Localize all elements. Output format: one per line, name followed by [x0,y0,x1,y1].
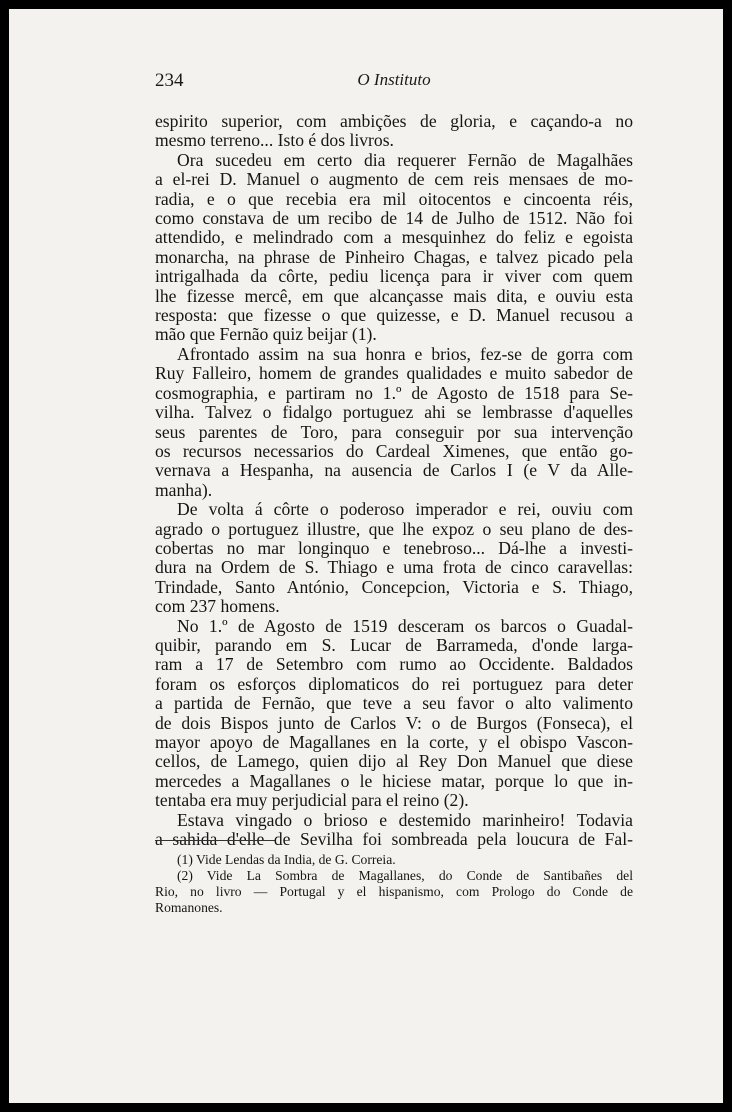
body-line: quibir, parando em S. Lucar de Barrameda, d'onde larga- [155,634,633,655]
body-line: mão que Fernão quiz beijar (1). [155,324,377,345]
body-line: Ruy Falleiro, homem de grandes qualidades e muito sabedor de [155,363,633,384]
body-line: seus parentes de Toro, para conseguir por sua intervenção [155,421,633,442]
body-line: attendido, e melindrado com a mesquinhez do feliz e egoista [155,227,633,248]
body-line: No 1.º de Agosto de 1519 desceram os barcos o Guadal- [177,615,633,636]
body-line: foram os esforços diplomaticos do rei portuguez para deter [155,673,633,694]
body-line: mesmo terreno... Isto é dos livros. [155,130,394,151]
body-line: como constava de um recibo de 14 de Julho de 1512. Não foi [155,208,633,229]
body-line: De volta á côrte o poderoso imperador e rei, ouviu com [177,499,633,520]
footnote-rule [155,840,275,841]
body-line: vernava a Hespanha, na ausencia de Carlos I (e V da Alle- [155,460,633,481]
body-line: dura na Ordem de S. Thiago e uma frota de cinco caravellas: [155,557,633,578]
running-head: O Instituto [357,70,431,89]
body-line: intrigalhada da côrte, pediu licença para ir viver com quem [155,266,633,287]
body-text [155,112,633,849]
body-line: Estava vingado o brioso e destemido marinheiro! Todavia [177,809,633,830]
body-line: com 237 homens. [155,596,280,617]
page-number: 234 [155,70,184,91]
body-line: lhe fizesse mercê, em que alcançasse mais dita, e ouviu esta [155,285,633,306]
body-line: a partida de Fernão, que teve a seu favor o alto valimento [155,693,633,714]
body-line: cosmographia, e partiram no 1.º de Agosto de 1518 para Se- [155,382,633,403]
body-line: Trindade, Santo António, Concepcion, Victoria e S. Thiago, [155,576,633,597]
body-line: mayor apoyo de Magallanes en la corte, y el obispo Vascon- [155,732,633,752]
body-line: monarcha, na phrase de Pinheiro Chagas, e talvez picado pela [155,246,633,267]
body-line: cellos, de Lamego, quien dijo al Rey Don Manuel que diese [155,751,633,772]
body-line: radia, e o que recebia era mil oitocentos e cincoenta réis, [155,188,633,209]
body-line: resposta: que fizesse o que quizesse, e D. Manuel recusou a [155,305,633,326]
body-line: mercedes a Magallanes o le hiciese matar, porque lo que in- [155,770,633,791]
body-line: os recursos necessarios do Cardeal Ximenes, que então go- [155,440,633,461]
footnote-line: (1) Vide Lendas da India, de G. Correia. [177,852,396,867]
body-line: tentaba era muy perjudicial para el reino (2). [155,790,469,811]
footnotes [155,852,633,916]
body-line: cobertas no mar longinquo e tenebroso... Dá-lhe a investi- [155,537,633,558]
body-line: agrado o portuguez illustre, que lhe expoz o seu plano de des- [155,518,633,539]
body-line: a sahida d'elle de Sevilha foi sombreada pela loucura de Fal- [155,829,633,850]
body-line: Afrontado assim na sua honra e brios, fez-se de gorra com [177,343,633,364]
body-line: de dois Bispos junto de Carlos V: o de Burgos (Fonseca), el [155,712,633,733]
body-line: ram a 17 de Setembro com rumo ao Occidente. Baldados [155,654,633,675]
body-line: espirito superior, com ambições de gloria, e caçando-a no [155,111,633,131]
footnote-line: Rio, no livro — Portugal y el hispanismo, com Prologo do Conde de [155,884,633,899]
body-line: Ora sucedeu em certo dia requerer Fernão de Magalhães [177,149,633,170]
body-line: vilha. Talvez o fidalgo portuguez ahi se lembrasse d'aquelles [155,402,633,423]
body-line: manha). [155,479,213,500]
footnote-line: (2) Vide La Sombra de Magallanes, do Conde de Santibañes del [177,868,633,883]
body-line: a el-rei D. Manuel o augmento de cem reis mensaes de mo- [155,169,633,190]
page-header [155,70,633,96]
footnote-line: Romanones. [155,900,223,915]
